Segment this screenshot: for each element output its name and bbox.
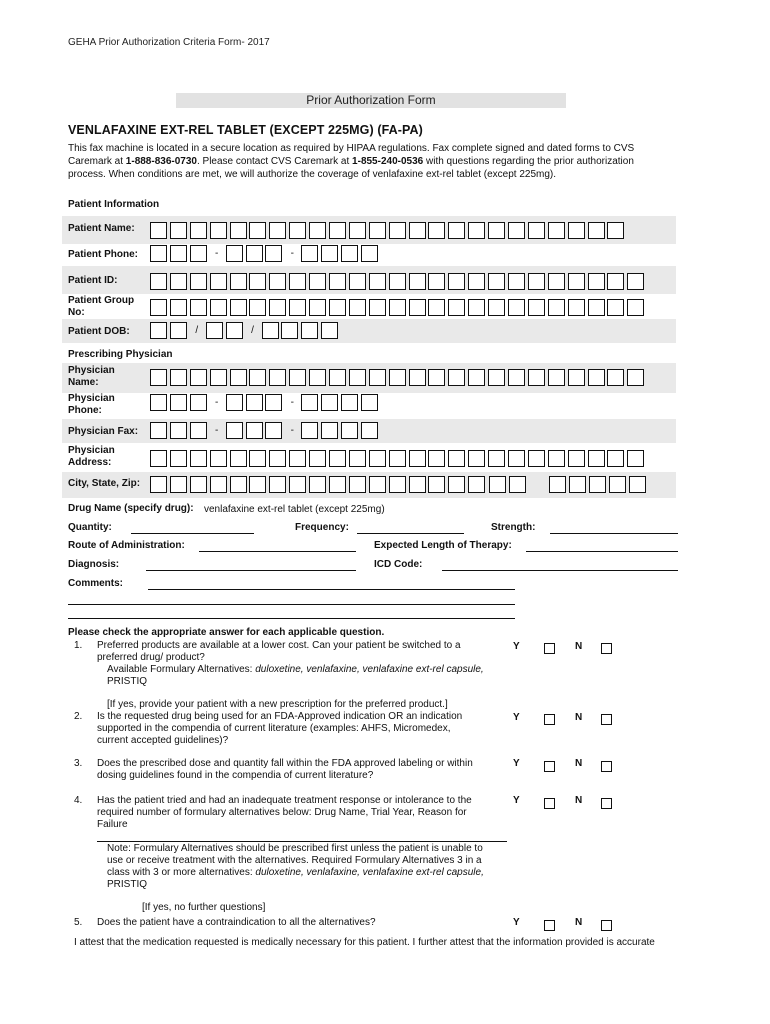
char-box[interactable] bbox=[468, 476, 485, 493]
question-4-note: Note: Formulary Alternatives should be prescribed first unless the patient is unable to use or receive treatment with the alternatives. Required Formulary Alternatives 3 in a class with 3 or more alternatives: duloxetine, venlafaxine, venlafaxine ext-rel capsule, PRISTIQ bbox=[107, 843, 484, 890]
question-2-no-label: N bbox=[575, 712, 583, 723]
question-1-yes-label: Y bbox=[513, 641, 520, 652]
question-3-yes-checkbox[interactable] bbox=[544, 761, 555, 772]
patient-phone-label: Patient Phone: bbox=[68, 249, 139, 260]
char-box[interactable] bbox=[588, 299, 605, 316]
char-box[interactable] bbox=[389, 369, 406, 386]
question-4-rule bbox=[97, 841, 507, 842]
question-1-number: 1. bbox=[74, 640, 83, 651]
char-box[interactable] bbox=[249, 299, 266, 316]
char-box[interactable] bbox=[389, 273, 406, 290]
char-box[interactable] bbox=[246, 394, 263, 411]
physician-phone-boxes[interactable] bbox=[150, 394, 381, 411]
question-4-yes-checkbox[interactable] bbox=[544, 798, 555, 809]
char-box[interactable] bbox=[568, 369, 585, 386]
char-box[interactable] bbox=[329, 476, 346, 493]
char-box[interactable] bbox=[468, 273, 485, 290]
char-box[interactable] bbox=[226, 245, 243, 262]
separator: - bbox=[290, 425, 295, 436]
separator: / bbox=[251, 325, 254, 336]
char-box[interactable] bbox=[609, 476, 626, 493]
char-box[interactable] bbox=[210, 476, 227, 493]
char-box[interactable] bbox=[349, 222, 366, 239]
char-box[interactable] bbox=[528, 369, 545, 386]
char-box[interactable] bbox=[249, 222, 266, 239]
char-box[interactable] bbox=[321, 422, 338, 439]
char-box[interactable] bbox=[309, 369, 326, 386]
char-box[interactable] bbox=[265, 394, 282, 411]
char-box[interactable] bbox=[369, 450, 386, 467]
char-box[interactable] bbox=[409, 369, 426, 386]
char-box[interactable] bbox=[150, 394, 167, 411]
char-box[interactable] bbox=[190, 222, 207, 239]
char-box[interactable] bbox=[409, 299, 426, 316]
char-box[interactable] bbox=[269, 450, 286, 467]
frequency-field[interactable] bbox=[357, 533, 464, 534]
char-box[interactable] bbox=[409, 222, 426, 239]
char-box[interactable] bbox=[309, 222, 326, 239]
char-box[interactable] bbox=[508, 369, 525, 386]
char-box[interactable] bbox=[226, 322, 243, 339]
char-box[interactable] bbox=[249, 273, 266, 290]
char-box[interactable] bbox=[448, 222, 465, 239]
char-box[interactable] bbox=[230, 299, 247, 316]
char-box[interactable] bbox=[190, 299, 207, 316]
char-box[interactable] bbox=[548, 369, 565, 386]
question-1-yes-checkbox[interactable] bbox=[544, 643, 555, 654]
question-4-no-checkbox[interactable] bbox=[601, 798, 612, 809]
patient-id-label: Patient ID: bbox=[68, 275, 118, 286]
char-box[interactable] bbox=[428, 222, 445, 239]
char-box[interactable] bbox=[150, 273, 167, 290]
question-2-yes-checkbox[interactable] bbox=[544, 714, 555, 725]
separator: - bbox=[215, 248, 219, 259]
separator: - bbox=[290, 248, 295, 259]
icd-code-field[interactable] bbox=[442, 570, 678, 571]
char-box[interactable] bbox=[170, 222, 187, 239]
separator: / bbox=[195, 325, 199, 336]
char-box[interactable] bbox=[329, 369, 346, 386]
char-box[interactable] bbox=[289, 450, 306, 467]
question-5-yes-checkbox[interactable] bbox=[544, 920, 555, 931]
char-box[interactable] bbox=[341, 245, 358, 262]
char-box[interactable] bbox=[170, 273, 187, 290]
question-3-yes-label: Y bbox=[513, 758, 520, 769]
char-box[interactable] bbox=[468, 369, 485, 386]
char-box[interactable] bbox=[289, 476, 306, 493]
char-box[interactable] bbox=[448, 476, 465, 493]
char-box[interactable] bbox=[170, 450, 187, 467]
question-4-number: 4. bbox=[74, 795, 83, 806]
char-box[interactable] bbox=[329, 299, 346, 316]
char-box[interactable] bbox=[269, 299, 286, 316]
char-box[interactable] bbox=[468, 450, 485, 467]
char-box[interactable] bbox=[428, 450, 445, 467]
char-box[interactable] bbox=[210, 222, 227, 239]
question-5-text: Does the patient have a contraindication to all the alternatives? bbox=[97, 917, 376, 928]
char-box[interactable] bbox=[190, 245, 207, 262]
char-box[interactable] bbox=[246, 245, 263, 262]
char-box[interactable] bbox=[568, 299, 585, 316]
question-5-yes-label: Y bbox=[513, 917, 520, 928]
char-box[interactable] bbox=[230, 369, 247, 386]
route-field[interactable] bbox=[199, 551, 356, 552]
char-box[interactable] bbox=[349, 273, 366, 290]
char-box[interactable] bbox=[389, 222, 406, 239]
physician-section-title: Prescribing Physician bbox=[68, 349, 173, 360]
char-box[interactable] bbox=[190, 394, 207, 411]
comments-line-1[interactable] bbox=[148, 589, 515, 590]
char-box[interactable] bbox=[170, 369, 187, 386]
question-4-after-note: [If yes, no further questions] bbox=[142, 902, 266, 913]
char-box[interactable] bbox=[230, 476, 247, 493]
char-box[interactable] bbox=[428, 369, 445, 386]
char-box[interactable] bbox=[448, 369, 465, 386]
question-2-number: 2. bbox=[74, 711, 83, 722]
char-box[interactable] bbox=[349, 369, 366, 386]
char-box[interactable] bbox=[226, 422, 243, 439]
char-box[interactable] bbox=[389, 450, 406, 467]
char-box[interactable] bbox=[210, 369, 227, 386]
question-1-text: Preferred products are available at a lower cost. Can your patient be switched to a preferred drug/ product? bbox=[97, 640, 461, 663]
diagnosis-field[interactable] bbox=[146, 570, 356, 571]
char-box[interactable] bbox=[289, 273, 306, 290]
phone-number: 1-855-240-0536 bbox=[352, 156, 424, 167]
city-state-zip-label: City, State, Zip: bbox=[68, 478, 141, 489]
patient-id-boxes[interactable] bbox=[150, 273, 647, 290]
char-box[interactable] bbox=[190, 476, 207, 493]
drug-name-label: Drug Name (specify drug): bbox=[68, 503, 194, 514]
question-3-no-label: N bbox=[575, 758, 583, 769]
char-box[interactable] bbox=[409, 476, 426, 493]
char-box[interactable] bbox=[627, 273, 644, 290]
char-box[interactable] bbox=[369, 273, 386, 290]
physician-name-label: Physician Name: bbox=[68, 365, 115, 388]
char-box[interactable] bbox=[170, 422, 187, 439]
char-box[interactable] bbox=[568, 222, 585, 239]
char-box[interactable] bbox=[206, 322, 223, 339]
char-box[interactable] bbox=[249, 369, 266, 386]
char-box[interactable] bbox=[448, 450, 465, 467]
char-box[interactable] bbox=[246, 422, 263, 439]
char-box[interactable] bbox=[309, 273, 326, 290]
drug-name-value: venlafaxine ext-rel tablet (except 225mg) bbox=[204, 504, 385, 515]
drug-title: VENLAFAXINE EXT-REL TABLET (EXCEPT 225MG) (FA-PA) bbox=[68, 123, 423, 137]
therapy-length-label: Expected Length of Therapy: bbox=[374, 540, 512, 551]
char-box[interactable] bbox=[389, 299, 406, 316]
separator: - bbox=[215, 397, 219, 408]
question-2-yes-label: Y bbox=[513, 712, 520, 723]
frequency-label: Frequency: bbox=[295, 522, 349, 533]
char-box[interactable] bbox=[548, 299, 565, 316]
char-box[interactable] bbox=[301, 322, 318, 339]
char-box[interactable] bbox=[528, 299, 545, 316]
question-5-number: 5. bbox=[74, 917, 83, 928]
char-box[interactable] bbox=[321, 322, 338, 339]
char-box[interactable] bbox=[341, 422, 358, 439]
question-5-no-checkbox[interactable] bbox=[601, 920, 612, 931]
char-box[interactable] bbox=[150, 245, 167, 262]
patient-name-label: Patient Name: bbox=[68, 223, 135, 234]
char-box[interactable] bbox=[528, 222, 545, 239]
question-4-no-label: N bbox=[575, 795, 583, 806]
separator: - bbox=[215, 425, 219, 436]
char-box[interactable] bbox=[369, 476, 386, 493]
patient-phone-boxes[interactable] bbox=[150, 245, 381, 262]
quantity-label: Quantity: bbox=[68, 522, 112, 533]
char-box[interactable] bbox=[488, 273, 505, 290]
char-box[interactable] bbox=[409, 273, 426, 290]
char-box[interactable] bbox=[249, 450, 266, 467]
char-box[interactable] bbox=[369, 299, 386, 316]
char-box[interactable] bbox=[269, 476, 286, 493]
char-box[interactable] bbox=[607, 273, 624, 290]
char-box[interactable] bbox=[569, 476, 586, 493]
question-2-no-checkbox[interactable] bbox=[601, 714, 612, 725]
char-box[interactable] bbox=[528, 450, 545, 467]
intro-paragraph: This fax machine is located in a secure location as required by HIPAA regulations. Fax complete signed and dated forms to CVS Caremark at 1-888-836-0730. Please contact CVS Caremark at 1-855-240-0536 with questions regarding the prior authorization process. When conditions are met, we will authorize the coverage of venlafaxine ext-rel tablet (except 225mg). bbox=[68, 143, 635, 180]
char-box[interactable] bbox=[361, 394, 378, 411]
char-box[interactable] bbox=[150, 422, 167, 439]
char-box[interactable] bbox=[488, 222, 505, 239]
char-box[interactable] bbox=[588, 222, 605, 239]
char-box[interactable] bbox=[607, 299, 624, 316]
char-box[interactable] bbox=[607, 222, 624, 239]
char-box[interactable] bbox=[150, 476, 167, 493]
char-box[interactable] bbox=[150, 322, 167, 339]
char-box[interactable] bbox=[588, 273, 605, 290]
char-box[interactable] bbox=[509, 476, 526, 493]
char-box[interactable] bbox=[170, 299, 187, 316]
therapy-length-field[interactable] bbox=[526, 551, 678, 552]
patient-group-boxes[interactable] bbox=[150, 299, 647, 316]
char-box[interactable] bbox=[589, 476, 606, 493]
char-box[interactable] bbox=[321, 245, 338, 262]
char-box[interactable] bbox=[548, 450, 565, 467]
quantity-field[interactable] bbox=[131, 533, 254, 534]
char-box[interactable] bbox=[349, 299, 366, 316]
physician-fax-label: Physician Fax: bbox=[68, 426, 139, 437]
char-box[interactable] bbox=[190, 273, 207, 290]
char-box[interactable] bbox=[629, 476, 646, 493]
char-box[interactable] bbox=[210, 450, 227, 467]
question-4-text: Has the patient tried and had an inadequate treatment response or intolerance to the required number of formulary alternatives below: Drug Name, Trial Year, Reason for Failure bbox=[97, 795, 472, 830]
char-box[interactable] bbox=[329, 273, 346, 290]
char-box[interactable] bbox=[508, 450, 525, 467]
char-box[interactable] bbox=[150, 222, 167, 239]
city-boxes[interactable] bbox=[150, 476, 488, 493]
char-box[interactable] bbox=[289, 222, 306, 239]
char-box[interactable] bbox=[349, 450, 366, 467]
question-3-number: 3. bbox=[74, 758, 83, 769]
physician-address-boxes[interactable] bbox=[150, 450, 647, 467]
char-box[interactable] bbox=[289, 369, 306, 386]
char-box[interactable] bbox=[588, 369, 605, 386]
char-box[interactable] bbox=[361, 245, 378, 262]
fax-number: 1-888-836-0730 bbox=[125, 156, 197, 167]
physician-address-label: Physician Address: bbox=[68, 445, 115, 468]
char-box[interactable] bbox=[528, 273, 545, 290]
attestation-text: I attest that the medication requested is medically necessary for this patient. I further attest that the information provided is accurate bbox=[74, 937, 655, 948]
char-box[interactable] bbox=[568, 450, 585, 467]
char-box[interactable] bbox=[488, 450, 505, 467]
state-boxes[interactable] bbox=[489, 476, 529, 493]
char-box[interactable] bbox=[361, 422, 378, 439]
char-box[interactable] bbox=[265, 422, 282, 439]
zip-boxes[interactable] bbox=[549, 476, 648, 493]
char-box[interactable] bbox=[289, 299, 306, 316]
char-box[interactable] bbox=[627, 369, 644, 386]
char-box[interactable] bbox=[309, 476, 326, 493]
char-box[interactable] bbox=[468, 299, 485, 316]
char-box[interactable] bbox=[321, 394, 338, 411]
question-3-no-checkbox[interactable] bbox=[601, 761, 612, 772]
physician-name-boxes[interactable] bbox=[150, 369, 647, 386]
char-box[interactable] bbox=[549, 476, 566, 493]
question-1-note: [If yes, provide your patient with a new prescription for the preferred product.] bbox=[107, 699, 448, 710]
question-4-yes-label: Y bbox=[513, 795, 520, 806]
char-box[interactable] bbox=[488, 369, 505, 386]
char-box[interactable] bbox=[190, 422, 207, 439]
physician-fax-boxes[interactable] bbox=[150, 422, 381, 439]
patient-dob-boxes[interactable] bbox=[150, 322, 341, 339]
questions-intro: Please check the appropriate answer for each applicable question. bbox=[68, 627, 385, 638]
char-box[interactable] bbox=[428, 476, 445, 493]
form-title: Prior Authorization Form bbox=[176, 93, 566, 108]
question-2-text: Is the requested drug being used for an FDA-Approved indication OR an indication supported in the compendia of current literature (examples: AHFS, Micromedex, current accepted guidelines)? bbox=[97, 711, 463, 746]
char-box[interactable] bbox=[309, 450, 326, 467]
char-box[interactable] bbox=[170, 322, 187, 339]
char-box[interactable] bbox=[508, 273, 525, 290]
char-box[interactable] bbox=[508, 222, 525, 239]
char-box[interactable] bbox=[448, 273, 465, 290]
patient-section-title: Patient Information bbox=[68, 199, 160, 210]
question-5-no-label: N bbox=[575, 917, 583, 928]
char-box[interactable] bbox=[269, 369, 286, 386]
char-box[interactable] bbox=[301, 394, 318, 411]
char-box[interactable] bbox=[249, 476, 266, 493]
char-box[interactable] bbox=[369, 369, 386, 386]
diagnosis-label: Diagnosis: bbox=[68, 559, 120, 570]
char-box[interactable] bbox=[226, 394, 243, 411]
char-box[interactable] bbox=[150, 450, 167, 467]
char-box[interactable] bbox=[448, 299, 465, 316]
char-box[interactable] bbox=[428, 273, 445, 290]
icd-code-label: ICD Code: bbox=[374, 559, 423, 570]
char-box[interactable] bbox=[230, 222, 247, 239]
patient-dob-label: Patient DOB: bbox=[68, 326, 130, 337]
patient-group-label: Patient Group No: bbox=[68, 295, 135, 318]
char-box[interactable] bbox=[170, 245, 187, 262]
char-box[interactable] bbox=[627, 299, 644, 316]
char-box[interactable] bbox=[170, 394, 187, 411]
char-box[interactable] bbox=[150, 369, 167, 386]
char-box[interactable] bbox=[301, 245, 318, 262]
page-header: GEHA Prior Authorization Criteria Form- 2017 bbox=[68, 37, 270, 48]
physician-phone-label: Physician Phone: bbox=[68, 393, 115, 416]
strength-field[interactable] bbox=[550, 533, 678, 534]
char-box[interactable] bbox=[488, 299, 505, 316]
strength-label: Strength: bbox=[491, 522, 536, 533]
comments-label: Comments: bbox=[68, 578, 124, 589]
char-box[interactable] bbox=[548, 222, 565, 239]
char-box[interactable] bbox=[210, 299, 227, 316]
char-box[interactable] bbox=[210, 273, 227, 290]
separator: - bbox=[290, 397, 295, 408]
char-box[interactable] bbox=[230, 273, 247, 290]
char-box[interactable] bbox=[170, 476, 187, 493]
char-box[interactable] bbox=[428, 299, 445, 316]
char-box[interactable] bbox=[508, 299, 525, 316]
question-1-no-label: N bbox=[575, 641, 583, 652]
char-box[interactable] bbox=[341, 394, 358, 411]
route-label: Route of Administration: bbox=[68, 540, 185, 551]
patient-name-boxes[interactable] bbox=[150, 222, 627, 239]
char-box[interactable] bbox=[190, 369, 207, 386]
char-box[interactable] bbox=[230, 450, 247, 467]
char-box[interactable] bbox=[349, 476, 366, 493]
char-box[interactable] bbox=[190, 450, 207, 467]
char-box[interactable] bbox=[269, 222, 286, 239]
comments-line-2[interactable] bbox=[68, 604, 515, 605]
char-box[interactable] bbox=[301, 422, 318, 439]
char-box[interactable] bbox=[262, 322, 279, 339]
comments-line-3[interactable] bbox=[68, 618, 515, 619]
char-box[interactable] bbox=[607, 369, 624, 386]
char-box[interactable] bbox=[281, 322, 298, 339]
char-box[interactable] bbox=[150, 299, 167, 316]
char-box[interactable] bbox=[468, 222, 485, 239]
question-1-alternatives: Available Formulary Alternatives: duloxetine, venlafaxine, venlafaxine ext-rel capsule, PRISTIQ bbox=[107, 664, 484, 687]
question-1-no-checkbox[interactable] bbox=[601, 643, 612, 654]
char-box[interactable] bbox=[607, 450, 624, 467]
char-box[interactable] bbox=[369, 222, 386, 239]
char-box[interactable] bbox=[627, 450, 644, 467]
char-box[interactable] bbox=[489, 476, 506, 493]
question-3-text: Does the prescribed dose and quantity fall within the FDA approved labeling or within dosing guidelines found in the compendia of current literature? bbox=[97, 758, 473, 781]
char-box[interactable] bbox=[568, 273, 585, 290]
char-box[interactable] bbox=[265, 245, 282, 262]
char-box[interactable] bbox=[269, 273, 286, 290]
char-box[interactable] bbox=[389, 476, 406, 493]
char-box[interactable] bbox=[548, 273, 565, 290]
char-box[interactable] bbox=[588, 450, 605, 467]
char-box[interactable] bbox=[309, 299, 326, 316]
char-box[interactable] bbox=[329, 222, 346, 239]
char-box[interactable] bbox=[329, 450, 346, 467]
char-box[interactable] bbox=[409, 450, 426, 467]
